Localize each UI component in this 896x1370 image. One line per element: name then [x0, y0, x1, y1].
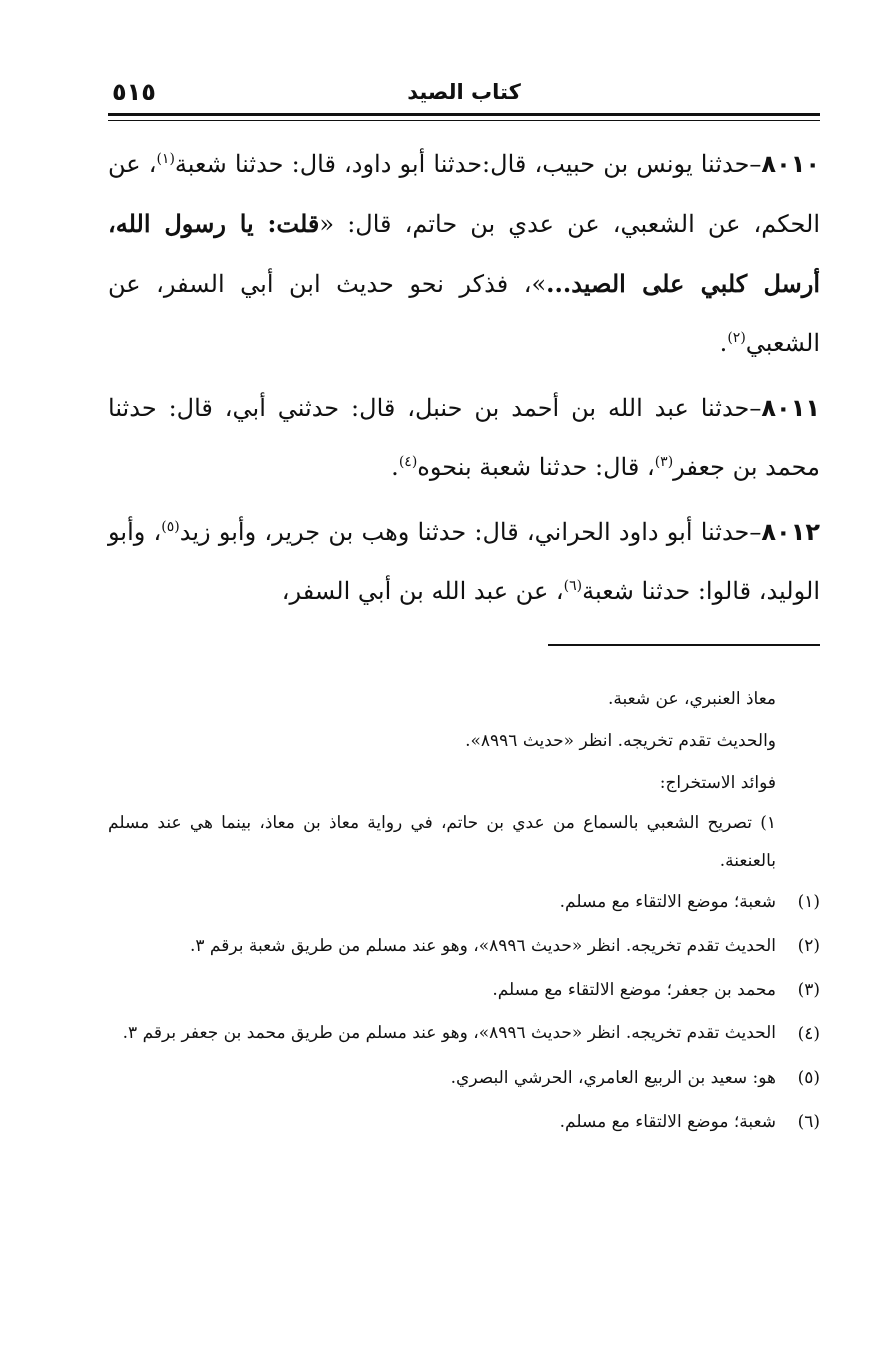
- footnotes-section: [108, 678, 820, 1144]
- hadith-quote: قلت: يا رسول الله، أرسل كلبي على الصيد...: [108, 209, 820, 298]
- footnote-text: الحديث تقدم تخريجه. انظر «حديث ٨٩٩٦»، وهو عند مسلم من طريق محمد بن جعفر برقم ٣.: [122, 1023, 776, 1043]
- hadith-text: »، فذكر نحو حديث ابن أبي السفر، عن الشعبي: [108, 270, 820, 357]
- footnote-1: [108, 880, 820, 924]
- hadith-text: .: [719, 329, 728, 357]
- footnote-number: (٦): [797, 1112, 820, 1132]
- main-text: [108, 135, 820, 627]
- running-title: كتاب الصيد: [407, 80, 521, 104]
- benefit-item: ١) تصريح الشعبي بالسماع من عدي بن حاتم، في رواية معاذ بن معاذ، بينما هي عند مسلم بالعنعنة.: [108, 813, 776, 871]
- footnote-text: شعبة؛ موضع الالتقاء مع مسلم.: [559, 892, 776, 912]
- hadith-8011: [108, 379, 820, 497]
- hadith-number: ٨٠١٠: [761, 150, 821, 178]
- hadith-text: –حدثنا يونس بن حبيب، قال:حدثنا أبو داود، قال: حدثنا شعبة: [174, 150, 762, 178]
- footnote-text: شعبة؛ موضع الالتقاء مع مسلم.: [559, 1112, 776, 1132]
- hadith-text: ، عن عبد الله بن أبي السفر،: [281, 577, 564, 605]
- footnote-ref: (١): [156, 151, 175, 167]
- benefits-heading: فوائد الاستخراج:: [659, 773, 776, 793]
- footnote-5: [108, 1056, 820, 1100]
- footnote-ref: (٦): [563, 578, 583, 594]
- footnote-3: [108, 968, 820, 1012]
- hadith-number: ٨٠١٢: [761, 518, 820, 546]
- page-header: [108, 78, 820, 108]
- previous-note-reference: والحديث تقدم تخريجه. انظر «حديث ٨٩٩٦».: [465, 731, 776, 751]
- footnote-number: (١): [797, 892, 820, 912]
- footnote-2: [108, 924, 820, 968]
- footnote-separator: [548, 644, 820, 646]
- hadith-text: –حدثنا عبد الله بن أحمد بن حنبل، قال: حدثني أبي، قال: حدثنا محمد بن جعفر: [108, 394, 820, 481]
- header-rule-thin: [108, 120, 820, 121]
- hadith-text: ، عن الحكم، عن الشعبي، عن عدي بن حاتم، قال: «: [108, 150, 820, 238]
- footnote-ref: (٢): [727, 330, 746, 346]
- hadith-number: ٨٠١١: [761, 394, 820, 422]
- footnote-ref: (٥): [161, 519, 180, 535]
- footnote-text: محمد بن جعفر؛ موضع الالتقاء مع مسلم.: [492, 980, 776, 1000]
- hadith-text: ، وأبو الوليد، قالوا: حدثنا شعبة: [108, 518, 820, 605]
- footnote-number: (٤): [797, 1024, 820, 1044]
- hadith-8012: [108, 503, 820, 621]
- footnote-ref: (٣): [654, 454, 674, 470]
- footnote-number: (٥): [797, 1068, 820, 1088]
- footnote-6: [108, 1100, 820, 1144]
- footnote-number: (٣): [797, 980, 820, 1000]
- hadith-text: .: [391, 453, 399, 481]
- header-rule-thick: [108, 113, 820, 116]
- footnote-text: هو: سعيد بن الربيع العامري، الحرشي البصري.: [450, 1068, 776, 1088]
- footnote-number: (٢): [797, 936, 820, 956]
- hadith-text: –حدثنا أبو داود الحراني، قال: حدثنا وهب بن جرير، وأبو زيد: [179, 518, 762, 546]
- previous-note-continuation: معاذ العنبري، عن شعبة.: [608, 689, 776, 709]
- footnote-4: [108, 1012, 820, 1056]
- page-number: ٥١٥: [112, 78, 156, 106]
- footnote-text: الحديث تقدم تخريجه. انظر «حديث ٨٩٩٦»، وهو عند مسلم من طريق شعبة برقم ٣.: [189, 936, 776, 956]
- footnote-ref: (٤): [398, 454, 418, 470]
- hadith-text: ، قال: حدثنا شعبة بنحوه: [417, 453, 655, 481]
- hadith-8010: [108, 135, 820, 373]
